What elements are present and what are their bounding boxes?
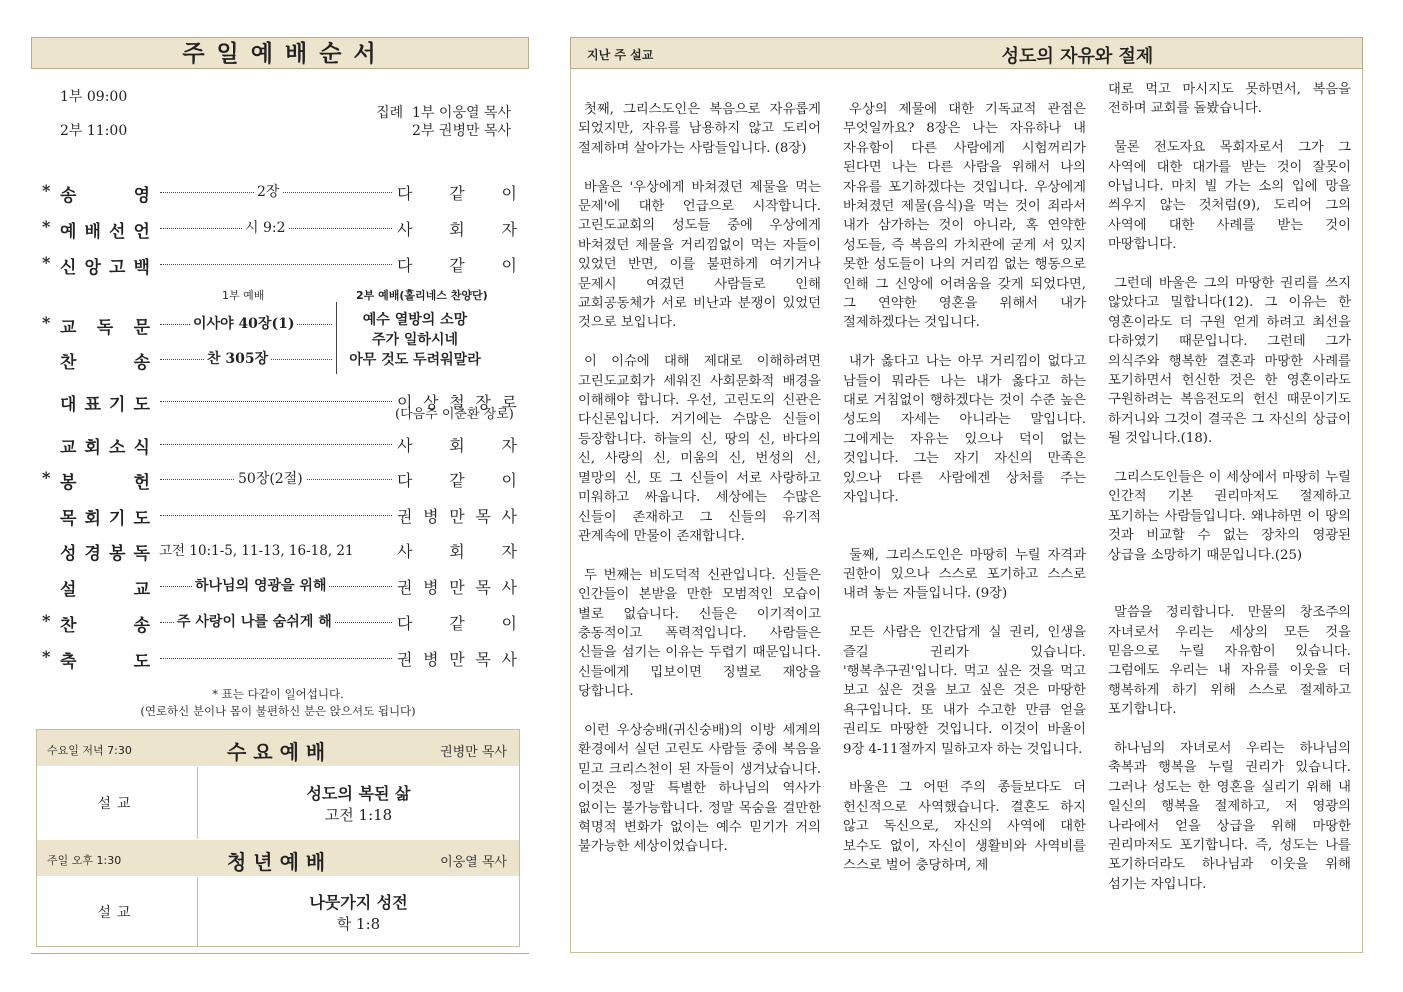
sitting-note: (연로하신 분이나 몸이 불편하신 분은 앉으셔도 됩니다) xyxy=(140,704,416,718)
name-char: 축 xyxy=(60,652,77,672)
order-item-leader xyxy=(397,468,517,491)
wednesday-sermon-title: 성도의 복된 삶 xyxy=(306,784,411,803)
order-item-name xyxy=(60,611,150,636)
order-item-name xyxy=(60,468,150,493)
stand-marker: * xyxy=(42,468,51,487)
name-char: 도 xyxy=(133,395,150,415)
leader-char: 권 xyxy=(397,507,413,526)
leader-dots xyxy=(160,444,392,445)
service-part: 1부 09:00 xyxy=(60,89,128,105)
leader-char: 사 xyxy=(501,650,517,669)
order-row-scripture xyxy=(42,539,522,563)
sermon-paragraph: 둘째, 그리스도인은 마땅히 누릴 자격과 권한이 있으나 스스로 포기하고 스스로 내려 놓는 자들입니다. (9장) xyxy=(843,547,1086,602)
leader-char: 병 xyxy=(423,507,439,526)
order-item-leader xyxy=(397,253,517,276)
order-item-leader xyxy=(397,647,517,670)
name-char: 봉 xyxy=(109,544,126,564)
sermon-paragraph: 이 이슈에 대해 제대로 이해하려면 고린도교회가 세워진 사회문화적 배경을 이해해야 합니다. 우선, 고린도의 신관은 다신론입니다. 거기에는 수많은 신들이 등장합니다. 하늘의 신, 땅의 신, 바다의 신, 사랑의 신, 미움의 신, 번성의 신, 멸망의 신, 또 그 신들이 서로 사랑하고 미워하고 싸웁니다. 세상에는 수많은 신들이 존재하고 그 신들의 유기적 관계속에 만물이 존재합니다. xyxy=(578,354,821,544)
name-char: 송 xyxy=(133,353,150,373)
sermon-paragraph: 두 번째는 비도덕적 신관입니다. 신들은 인간들이 본받을 만한 모범적인 모습이 별로 없습니다. 신들은 이기적이고 충동적이고 폭력적입니다. 사람들은 신들을 섬기는 이유는 두렵기 때문입니다. 신들에게 밉보이면 징벌로 재앙을 당합니다. xyxy=(578,567,821,700)
service-leader-2 xyxy=(412,120,511,140)
leader-char: 병 xyxy=(423,578,439,597)
name-char: 송 xyxy=(133,616,150,636)
leader-char: 같 xyxy=(449,184,465,203)
leader-char: 같 xyxy=(449,614,465,633)
leader-char: 사 xyxy=(397,436,413,455)
order-row-sermon xyxy=(42,575,522,599)
sermon-paragraph: 대로 먹고 마시지도 못하면서, 복음을 전하며 교회를 돌봤습니다. xyxy=(1108,82,1351,117)
leader-char: 사 xyxy=(501,507,517,526)
name-char: 언 xyxy=(133,222,150,242)
wednesday-time: 수요일 저녁 7:30 xyxy=(47,744,132,757)
last-week-tag: 지난 주 설교 xyxy=(587,48,654,62)
order-item-detail: 찬 305장 xyxy=(204,348,271,368)
leader-char: 이 xyxy=(501,614,517,633)
order-item-detail: 고전 10:1-5, 11-13, 16-18, 21 xyxy=(156,539,357,559)
leader-char: 만 xyxy=(449,650,465,669)
sermon-column-2 xyxy=(843,100,1086,895)
youth-label-cell xyxy=(37,877,198,947)
name-char: 고 xyxy=(109,258,126,278)
name-char: 배 xyxy=(84,222,101,242)
order-item-leader xyxy=(397,539,517,562)
order-item-leader xyxy=(397,611,517,634)
leader-char: 다 xyxy=(397,256,413,275)
stand-marker: * xyxy=(42,181,51,200)
leader-char: 이 xyxy=(501,471,517,490)
name-char: 교 xyxy=(60,438,77,458)
order-item-detail: 하나님의 영광을 위해 xyxy=(192,575,329,595)
service-leader: 2부 권병만 목사 xyxy=(412,123,511,139)
order-item-name xyxy=(60,253,150,278)
order-item-leader xyxy=(397,504,517,527)
sermon-title: 성도의 자유와 절제 xyxy=(1001,46,1154,67)
service-leader: 집례 1부 이웅열 목사 xyxy=(376,105,511,121)
name-char: 대 xyxy=(60,395,77,415)
name-char: 신 xyxy=(60,258,77,278)
wednesday-title: 수 요 예 배 xyxy=(227,740,326,764)
name-char: 성 xyxy=(60,544,77,564)
leader-dots xyxy=(160,264,392,265)
worship-order-banner xyxy=(31,37,529,69)
order-item-detail: 50장(2절) xyxy=(235,468,306,488)
wednesday-label-cell xyxy=(37,767,198,839)
leader-char: 권 xyxy=(397,650,413,669)
order-row-praise xyxy=(42,181,522,205)
name-char: 백 xyxy=(133,258,150,278)
name-char: 기 xyxy=(109,509,126,529)
order-item-detail: 이사야 40장(1) xyxy=(190,313,297,333)
order-row-declaration xyxy=(42,217,522,241)
leader-char: 병 xyxy=(423,650,439,669)
youth-title: 청 년 예 배 xyxy=(227,850,326,874)
stand-note: * 표는 다같이 일어섭니다. xyxy=(212,687,344,701)
worship-order-title: 주 일 예 배 순 서 xyxy=(182,40,378,67)
leader-char: 다 xyxy=(397,471,413,490)
order-row-hymn-2 xyxy=(42,611,522,635)
name-char: 기 xyxy=(109,395,126,415)
leader-char: 사 xyxy=(397,220,413,239)
next-week-prayer: (다음주 이춘환 장로) xyxy=(395,407,514,422)
name-char: 설 xyxy=(60,580,77,600)
name-char: 문 xyxy=(133,318,150,338)
order-item-name xyxy=(60,217,150,242)
order-row-creed xyxy=(42,253,522,277)
name-char: 도 xyxy=(133,509,150,529)
service-part: 2부 11:00 xyxy=(60,123,128,139)
name-char: 도 xyxy=(133,652,150,672)
sermon-paragraph: 우상의 제물에 대한 기독교적 관점은 무엇일까요? 8장은 나는 자유하나 내 자유함이 다른 사람에게 시험꺼리가 된다면 나는 다른 사람을 위해서 나의 자유를 포기하겠다는 것입니다. 우상에게 바쳐졌던 제물(음식)을 먹는 것이 죄라서 내가 삼가하는 것이 아니라, 혹 연약한 성도들, 즉 복음의 가치관에 굳게 서 있지 못한 성도들이 나의 거리낌 없는 행동으로 인해 그 신앙에 어려움을 갖게 되었다면, 그 연약한 영혼을 위해서 내가 절제하겠다는 것입니다. xyxy=(843,102,1086,331)
name-char: 송 xyxy=(60,186,77,206)
name-char: 회 xyxy=(84,438,101,458)
leader-char: 이 xyxy=(501,184,517,203)
stand-marker: * xyxy=(42,313,51,332)
order-item-leader xyxy=(397,217,517,240)
leader-char: 같 xyxy=(449,471,465,490)
leader-dots xyxy=(160,515,392,516)
leader-char: 회 xyxy=(449,436,465,455)
order-item-detail: 주 사랑이 나를 숨쉬게 해 xyxy=(174,611,335,631)
sermon-column-3 xyxy=(1108,80,1351,914)
leader-char: 다 xyxy=(397,184,413,203)
leader-char: 장 xyxy=(475,393,491,412)
name-char: 영 xyxy=(133,186,150,206)
leader-char: 이 xyxy=(397,393,413,412)
name-char: 회 xyxy=(84,509,101,529)
order-row-announcements xyxy=(42,433,522,457)
order-item-name xyxy=(60,181,150,206)
name-char: 독 xyxy=(96,318,114,338)
name-char: 봉 xyxy=(60,473,77,493)
leader-char: 회 xyxy=(449,542,465,561)
split-header-service-1: 1부 예배 xyxy=(222,289,265,302)
name-char: 앙 xyxy=(84,258,101,278)
sermon-paragraph: 그리스도인들은 이 세상에서 마땅히 누릴 인간적 기본 권리마저도 절제하고 포기하는 사람들입니다. 왜냐하면 이 땅의 것과 비교할 수 없는 장차의 영광된 상급을 소망하기 때문입니다.(25) xyxy=(1108,470,1351,563)
service-time-1 xyxy=(60,86,127,106)
order-item-leader xyxy=(397,575,517,598)
sermon-label: 설교 xyxy=(97,796,137,812)
stand-marker: * xyxy=(42,647,51,666)
weekday-services-box xyxy=(36,729,520,947)
choir-song: 아무 것도 두려워말라 xyxy=(349,352,481,368)
choir-song: 예수 열방의 소망 xyxy=(362,312,468,328)
leader-char: 상 xyxy=(423,393,439,412)
youth-sermon-title: 나뭇가지 성전 xyxy=(309,893,408,912)
wednesday-header xyxy=(37,730,519,766)
leader-char: 회 xyxy=(449,220,465,239)
leader-char: 목 xyxy=(475,507,491,526)
sermon-paragraph: 하나님의 자녀로서 우리는 하나님의 축복과 행복을 누릴 권리가 있습니다. 그러나 성도는 한 영혼을 실리기 위해 내 일신의 행복을 절제하고, 저 영광의 나라에서 얻을 상급을 위해 마땅한 권리마저도 포기합니다. 즉, 성도는 나를 포기하더라도 하나님과 이웃을 위해 섬기는 자입니다. xyxy=(1108,740,1351,892)
sermon-label: 설교 xyxy=(97,905,137,921)
order-item-leader xyxy=(397,433,517,456)
order-item-detail: 2장 xyxy=(254,181,282,201)
leader-char: 이 xyxy=(501,256,517,275)
name-char: 찬 xyxy=(60,353,77,373)
leader-dots xyxy=(160,401,392,402)
leader-char: 사 xyxy=(501,578,517,597)
service-leader-1 xyxy=(367,86,511,122)
wednesday-leader: 권병만 목사 xyxy=(440,745,507,760)
stand-marker: * xyxy=(42,217,51,236)
order-row-offering xyxy=(42,468,522,492)
order-item-name xyxy=(60,390,150,415)
leader-char: 로 xyxy=(501,393,517,412)
leader-char: 사 xyxy=(397,542,413,561)
name-char: 표 xyxy=(84,395,101,415)
sermon-paragraph: 내가 옳다고 나는 아무 거리낌이 없다고 남들이 뭐라든 나는 내가 옳다고 하는 대로 거침없이 행하겠다는 것이 수준 높은 성도의 자세는 아니라는 말입니다. 그에게는 자유는 있으나 덕이 없는 것입니다. 그는 자기 자신의 만족은 있으나 다른 사람에겐 상처를 주는 자입니다. xyxy=(843,354,1086,506)
order-item-name xyxy=(60,575,150,600)
leader-dots xyxy=(160,658,392,659)
order-item-name xyxy=(60,647,150,672)
leader-char: 같 xyxy=(449,256,465,275)
order-row-pastoral-prayer xyxy=(42,504,522,528)
sermon-paragraph: 바울은 그 어떤 주의 종들보다도 더 헌신적으로 사역했습니다. 결혼도 하지 않고 독신으로, 자신의 사역에 대한 보수도 없이, 자신이 생활비와 사역비를 스스로 벌어 충당하며, 제 xyxy=(843,780,1086,873)
leader-char: 목 xyxy=(475,650,491,669)
name-char: 독 xyxy=(133,544,150,564)
leader-char: 다 xyxy=(397,614,413,633)
sermon-column-1 xyxy=(578,100,821,876)
sermon-paragraph: 이런 우상숭배(귀신숭배)의 이방 세계의 환경에서 실던 고린도 사람들 중에 복음을 믿고 크리스천이 된 자들이 생겨났습니다. 이것은 정말 특별한 하나님의 역사가 없이는 불가능합니다. 정말 목숨을 걸만한 혁명적 변화가 없이는 예수 믿기가 거의 불가능한 세상이었습니다. xyxy=(578,722,821,855)
order-item-detail: 시 9:2 xyxy=(242,217,289,237)
leader-char: 자 xyxy=(501,220,517,239)
leader-char: 철 xyxy=(449,393,465,412)
left-bottom-rule xyxy=(31,953,529,954)
name-char: 찬 xyxy=(60,616,77,636)
name-char: 목 xyxy=(60,509,77,529)
sermon-paragraph: 첫째, 그리스도인은 복음으로 자유롭게 되었지만, 자유를 남용하지 않고 도리어 절제하며 살아가는 사람들입니다. (8장) xyxy=(578,102,821,156)
choir-songs xyxy=(340,310,490,370)
leader-char: 만 xyxy=(449,578,465,597)
leader-char: 만 xyxy=(449,507,465,526)
leader-char: 자 xyxy=(501,436,517,455)
order-item-name xyxy=(60,433,150,458)
sermon-paragraph: 그런데 바울은 그의 마땅한 권리를 쓰지 않았다고 밀합니다(12). 그 이유는 한 영혼이라도 더 구원 얻게 하려고 최선을 다하였기 때문입니다. 그런데 그가 의식주와 행복한 결혼과 마땅한 사례를 포기하면서 헌신한 것은 한 영혼이라도 구원하려는 복음전도의 헌신 때문이기도 하거니와 그것이 결국은 그 자신의 상급이 될 것입니다.(18). xyxy=(1108,276,1351,447)
youth-header xyxy=(37,840,519,876)
name-char: 교 xyxy=(133,580,150,600)
order-item-name xyxy=(60,504,150,529)
order-item-leader xyxy=(397,181,517,204)
leader-char: 목 xyxy=(475,578,491,597)
sermon-paragraph: 모든 사람은 인간답게 실 권리, 인생을 즐길 권리가 있습니다. '행복추구권'입니다. 먹고 싶은 것을 먹고 보고 싶은 것을 보고 싶은 것은 마땅한 욕구입니다. 또 내가 수고한 만큼 얻을 권리도 마땅한 것입니다. 이것이 바울이 9장 4-11절까지 밀하고자 하는 것입니다. xyxy=(843,625,1086,757)
sermon-paragraph: 말씀을 정리합니다. 만물의 창조주의 자녀로서 우리는 세상의 모든 것을 믿음으로 누릴 자유함이 있습니다. 그럼에도 우리는 내 자유를 이웃을 더 행복하게 하기 위해 스스로 절제하고 포기합니다. xyxy=(1108,605,1351,718)
wednesday-sermon-cell xyxy=(198,767,519,839)
name-char: 경 xyxy=(84,544,101,564)
sermon-paragraph: 물론 전도자요 목회자로서 그가 그 사역에 대한 대가를 받는 것이 잘못이 아닙니다. 마치 빌 가는 소의 입에 망을 씌우지 않는 것처럼(9), 도리어 그의 사역에 대한 사례를 받는 것이 마땅합니다. xyxy=(1108,140,1351,253)
name-char: 선 xyxy=(109,222,126,242)
name-char: 소 xyxy=(109,438,126,458)
wednesday-sermon-ref: 고전 1:18 xyxy=(324,806,393,824)
order-item-name xyxy=(60,313,150,338)
sermon-paragraph: 바울은 '우상에게 바쳐졌던 제물을 먹는 문제'에 대한 언급으로 시작합니다. 고린도교회의 성도들 중에 우상에게 바쳐졌던 제물을 거리낌없이 먹는 자들이 있었던 반면, 이를 불편하게 여기거나 문제시 여겼던 사람들로 인해 교회공동체가 서로 비난과 분쟁이 있었던 것으로 보입니다. xyxy=(578,179,821,331)
name-char: 교 xyxy=(60,318,77,338)
name-char: 예 xyxy=(60,222,77,242)
youth-leader: 이웅열 목사 xyxy=(440,855,507,870)
name-char: 헌 xyxy=(133,473,150,493)
leader-char: 권 xyxy=(397,578,413,597)
order-item-name xyxy=(60,348,150,373)
sermon-banner xyxy=(570,37,1363,69)
stand-marker: * xyxy=(42,611,51,630)
youth-sermon-ref: 학 1:8 xyxy=(336,915,381,933)
youth-sermon-cell xyxy=(198,877,519,947)
split-header-service-2: 2부 예배(홀리네스 찬양단) xyxy=(356,289,488,302)
name-char: 식 xyxy=(133,438,150,458)
choir-song: 주가 일하시네 xyxy=(371,332,459,348)
service-time-2 xyxy=(60,120,127,140)
stand-marker: * xyxy=(42,253,51,272)
order-item-name xyxy=(60,539,150,564)
leader-char: 자 xyxy=(501,542,517,561)
order-row-benediction xyxy=(42,647,522,671)
youth-time: 주일 오후 1:30 xyxy=(47,854,122,867)
